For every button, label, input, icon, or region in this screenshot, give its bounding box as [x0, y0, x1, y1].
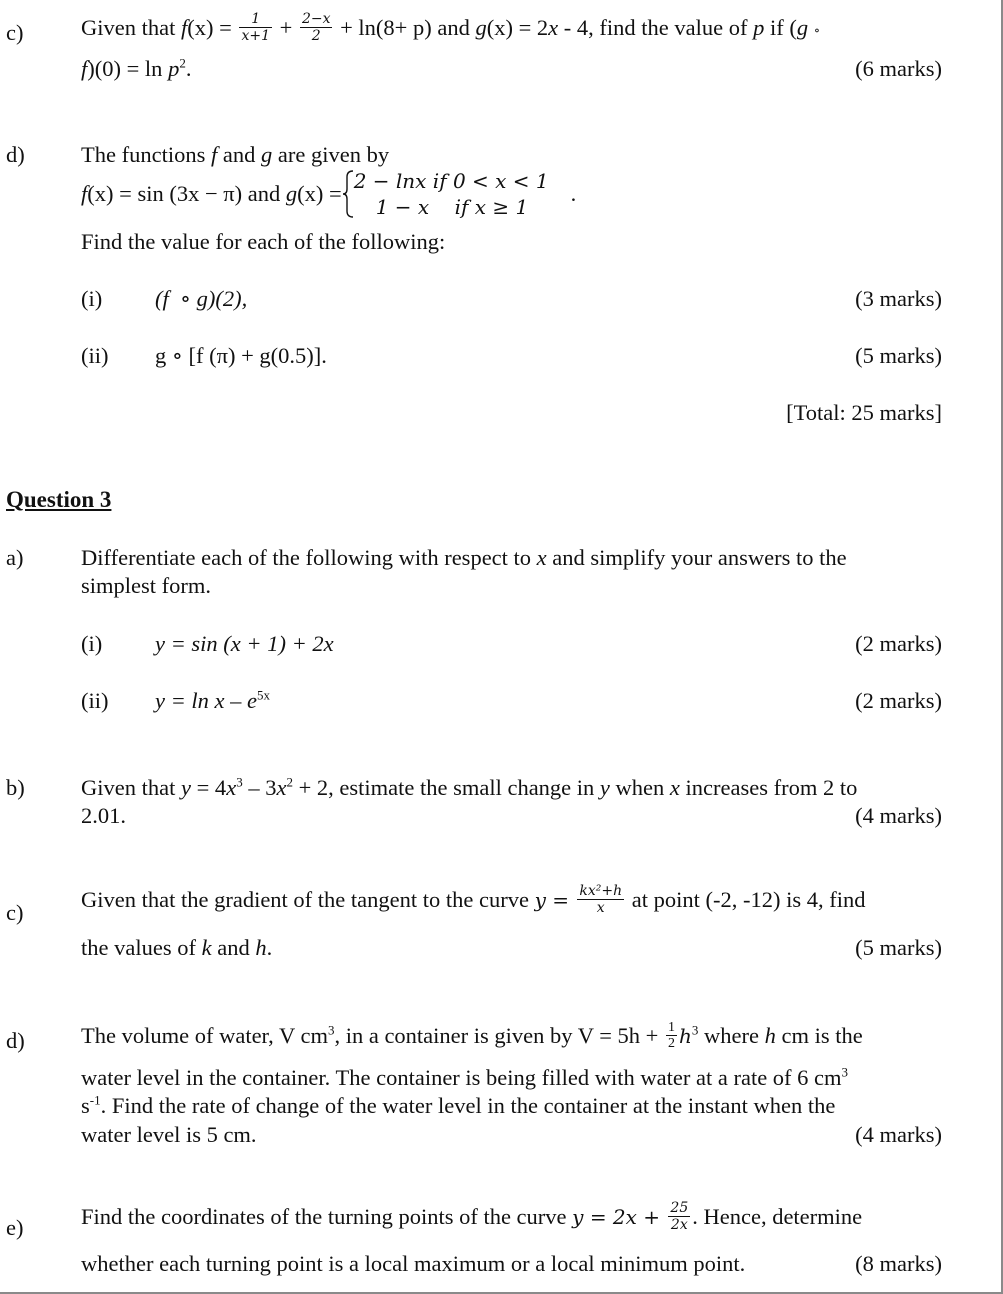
numerator: 2−x — [301, 11, 331, 27]
part-b-line1 — [81, 774, 858, 800]
text: if ( — [764, 15, 797, 41]
fraction — [239, 12, 272, 44]
subpart-label-i: (i) — [81, 631, 103, 656]
fraction — [300, 12, 333, 44]
part-label-d: d) — [6, 1028, 25, 1053]
subpart-expr-i: y = sin (x + 1) + 2x — [155, 631, 334, 656]
superscript: -1 — [89, 1092, 101, 1108]
text: - 4, find the value of — [558, 15, 754, 41]
subpart-label-i: (i) — [81, 286, 103, 311]
fraction — [668, 1201, 690, 1233]
part-d-find: Find the value for each of the following: — [81, 229, 446, 254]
text: p — [753, 15, 765, 41]
text: y = ln x – e — [155, 688, 258, 713]
text: when — [609, 775, 670, 800]
numerator: 25 — [670, 1200, 689, 1216]
marks-a-i: (2 marks) — [855, 631, 942, 656]
superscript: 3 — [236, 774, 243, 790]
text: Differentiate each of the following with respect to — [81, 545, 537, 570]
denominator: x+1 — [241, 28, 270, 44]
denominator: x — [596, 900, 605, 916]
part-label-e: e) — [6, 1215, 24, 1240]
text: Given that — [81, 15, 181, 41]
marks-d-ii: (5 marks) — [855, 343, 942, 368]
text: at point (-2, -12) is 4, find — [626, 887, 866, 913]
text: = sin (3x − π) and — [113, 180, 286, 206]
text: increases from 2 to — [679, 775, 858, 800]
text: + 2, estimate the small change in — [292, 775, 600, 800]
denominator: 2 — [311, 28, 321, 44]
fraction — [577, 884, 624, 916]
superscript: 3 — [841, 1064, 849, 1080]
part-d-line1 — [81, 1022, 863, 1054]
part-d-line4: water level is 5 cm. — [81, 1122, 257, 1147]
text: g — [285, 180, 298, 206]
text: y — [599, 775, 610, 800]
text: . — [266, 935, 273, 960]
text: g — [796, 15, 809, 41]
part-e-line2: whether each turning point is a local maximum or a local minimum point. — [81, 1251, 746, 1276]
marks-b: (4 marks) — [855, 803, 942, 828]
part-c-line2 — [81, 937, 272, 960]
text: p — [168, 56, 180, 81]
numerator: 1 — [239, 12, 272, 28]
part-label-c: c) — [6, 20, 24, 45]
part-a-line2: simplest form. — [81, 573, 211, 598]
piecewise-cases — [354, 168, 549, 220]
text: y = — [534, 888, 576, 913]
denominator: 2 — [667, 1036, 675, 1051]
text: are given by — [272, 142, 390, 167]
text: k — [201, 935, 212, 960]
superscript: 2 — [179, 55, 186, 71]
text: h — [678, 1024, 692, 1049]
text: f — [210, 142, 218, 167]
numerator: kx²+h — [579, 883, 623, 899]
marks-d-i: (3 marks) — [855, 286, 942, 311]
text: The functions — [81, 142, 211, 167]
marks-d: (4 marks) — [855, 1122, 942, 1147]
marks-c: (5 marks) — [855, 935, 942, 960]
part-label-a: a) — [6, 545, 24, 570]
part-label-c: c) — [6, 900, 24, 925]
part-b-line2: 2.01. — [81, 803, 126, 828]
text: Find the coordinates of the turning points of the curve — [81, 1204, 573, 1230]
subpart-expr-ii — [155, 687, 271, 713]
text: y = 2x + — [572, 1205, 667, 1230]
marks-a-ii: (2 marks) — [855, 688, 942, 713]
text: x — [536, 545, 547, 570]
text: f — [81, 56, 88, 81]
text: + — [273, 15, 298, 41]
superscript: 5x — [257, 687, 271, 703]
text: f — [180, 15, 188, 41]
text: (x) — [297, 180, 324, 206]
part-d-definitions — [81, 168, 576, 220]
part-e-line1 — [81, 1200, 863, 1235]
text: x — [669, 775, 680, 800]
part-d-line2 — [81, 1064, 849, 1090]
marks-c: (6 marks) — [855, 56, 942, 81]
marks-e: (8 marks) — [855, 1251, 942, 1276]
numerator: 1 — [667, 1020, 675, 1035]
case-1: 2 − lnx if 0 < x < 1 — [353, 169, 549, 193]
part-c-line1 — [81, 11, 821, 46]
text: water level in the container. The container is being filled with water at a rate of 6 cm — [81, 1065, 842, 1090]
text: f — [81, 180, 88, 206]
part-a-line1 — [81, 547, 847, 570]
text: h — [255, 935, 267, 960]
text: x — [548, 15, 559, 41]
denominator: 2x — [670, 1217, 688, 1233]
text: g — [475, 15, 487, 41]
superscript: 3 — [691, 1022, 699, 1038]
text: and — [217, 142, 261, 167]
text: (x) — [87, 180, 114, 206]
text: . Hence, determine — [692, 1204, 863, 1230]
part-c-line2 — [81, 55, 192, 81]
part-d-line3 — [81, 1092, 836, 1118]
text: = — [323, 180, 342, 206]
subpart-label-ii: (ii) — [81, 688, 109, 713]
text: . — [570, 180, 577, 206]
text: (x) = — [187, 15, 238, 41]
composition-ring-icon: ∘ — [813, 22, 821, 38]
text: Given that the gradient of the tangent to the curve — [81, 887, 535, 913]
text: x — [276, 775, 287, 800]
fraction — [666, 1020, 677, 1052]
text: and — [211, 935, 256, 960]
subpart-expr-ii: g ∘ [f (π) + g(0.5)]. — [155, 343, 327, 368]
left-brace-icon — [342, 169, 354, 219]
text: h — [764, 1023, 776, 1049]
text: x — [226, 775, 237, 800]
text: + ln(8+ p) and — [334, 15, 476, 41]
f-definition — [81, 180, 342, 206]
text: )(0) = ln — [87, 56, 169, 81]
text: = 4 — [190, 775, 227, 800]
text: cm is the — [775, 1023, 863, 1049]
text: . — [185, 56, 192, 81]
total-marks: [Total: 25 marks] — [786, 400, 942, 425]
question-heading: Question 3 — [6, 487, 112, 512]
text: y — [180, 775, 191, 800]
part-label-d: d) — [6, 142, 25, 167]
subpart-expr-i: (f ∘ g)(2), — [155, 286, 248, 311]
part-label-b: b) — [6, 775, 25, 800]
text: s — [81, 1093, 90, 1118]
case-2: 1 − x if x ≥ 1 — [375, 195, 529, 219]
text: The volume of water, V cm — [81, 1023, 328, 1049]
text: Given that — [81, 775, 181, 800]
text: – 3 — [242, 775, 277, 800]
superscript: 2 — [286, 774, 293, 790]
text: where — [698, 1023, 765, 1049]
text: the values of — [81, 935, 202, 960]
superscript: 3 — [327, 1022, 335, 1038]
text: and simplify your answers to the — [546, 545, 847, 570]
part-d-intro — [81, 144, 389, 167]
text: g — [260, 142, 273, 167]
text: . Find the rate of change of the water level in the container at the instant when the — [100, 1093, 836, 1118]
text: , in a container is given by V = 5h + — [334, 1023, 664, 1049]
text: (x) = 2 — [486, 15, 549, 41]
subpart-label-ii: (ii) — [81, 343, 109, 368]
part-c-line1 — [81, 883, 866, 918]
